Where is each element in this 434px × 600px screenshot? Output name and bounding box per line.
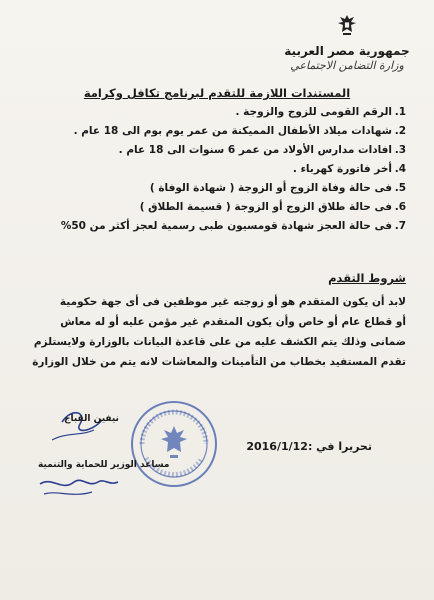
item-number: 3. <box>394 144 406 156</box>
list-item <box>16 182 406 201</box>
item-text: فى حالة وفاة الزوج أو الزوجة ( شهادة الوفاة ) <box>149 182 392 194</box>
country-name: جمهورية مصر العربية <box>284 44 410 58</box>
requirements-list <box>16 106 406 239</box>
list-item <box>16 125 406 144</box>
issue-date: تحريرا في :2016/1/12 <box>246 440 372 453</box>
paragraph-line: أو قطاع عام أو خاص وأن يكون المتقدم غير مؤمن عليه أو له معاش <box>60 316 406 328</box>
conditions-paragraph <box>28 296 406 376</box>
item-text: فى حالة طلاق الزوج أو الزوجة ( قسيمة الطلاق ) <box>139 201 392 213</box>
item-text: شهادات ميلاد الأطفال المميكنة من عمر يوم بوم الى 18 عام . <box>73 125 392 137</box>
ministry-name: وزارة التضامن الاجتماعي <box>290 59 404 72</box>
item-text: أخر فاتورة كهرباء . <box>292 163 392 175</box>
item-text: الرقم القومى للزوج والزوجة . <box>235 106 392 118</box>
item-number: 7. <box>394 220 406 232</box>
item-text: فى حالة العجز شهادة قومسيون طبى رسمية لعجز أكثر من 50% <box>60 220 392 232</box>
item-number: 1. <box>394 106 406 118</box>
paragraph-line: لابد أن يكون المتقدم هو أو زوجته غير موظفين فى أى جهة حكومية <box>59 296 406 308</box>
list-item <box>16 201 406 220</box>
list-item <box>16 106 406 125</box>
list-item <box>16 163 406 182</box>
document-title: المستندات اللازمة للتقدم لبرنامج تكافل وكرامة <box>83 86 351 100</box>
item-text: افادات مدارس الأولاد من عمر 6 سنوات الى 18 عام . <box>118 144 392 156</box>
signatory-name: نيفين القباج <box>64 414 119 424</box>
item-number: 5. <box>394 182 406 194</box>
paragraph-line: ضمانى وذلك يتم الكشف عليه من على قاعدة البيانات بالوزارة ولايستلزم <box>33 336 406 348</box>
paragraph-line: تقدم المستفيد بخطاب من التأمينات والمعاشات لانه يتم من خلال الوزارة <box>32 356 406 368</box>
item-number: 6. <box>394 201 406 213</box>
item-number: 4. <box>394 163 406 175</box>
letterhead <box>282 12 412 72</box>
eagle-emblem-icon <box>334 12 360 38</box>
list-item <box>16 144 406 163</box>
signatory-title: مساعد الوزير للحماية والتنمية <box>38 460 170 470</box>
list-item <box>16 220 406 239</box>
item-number: 2. <box>394 125 406 137</box>
conditions-heading: شروط التقدم <box>328 271 406 285</box>
